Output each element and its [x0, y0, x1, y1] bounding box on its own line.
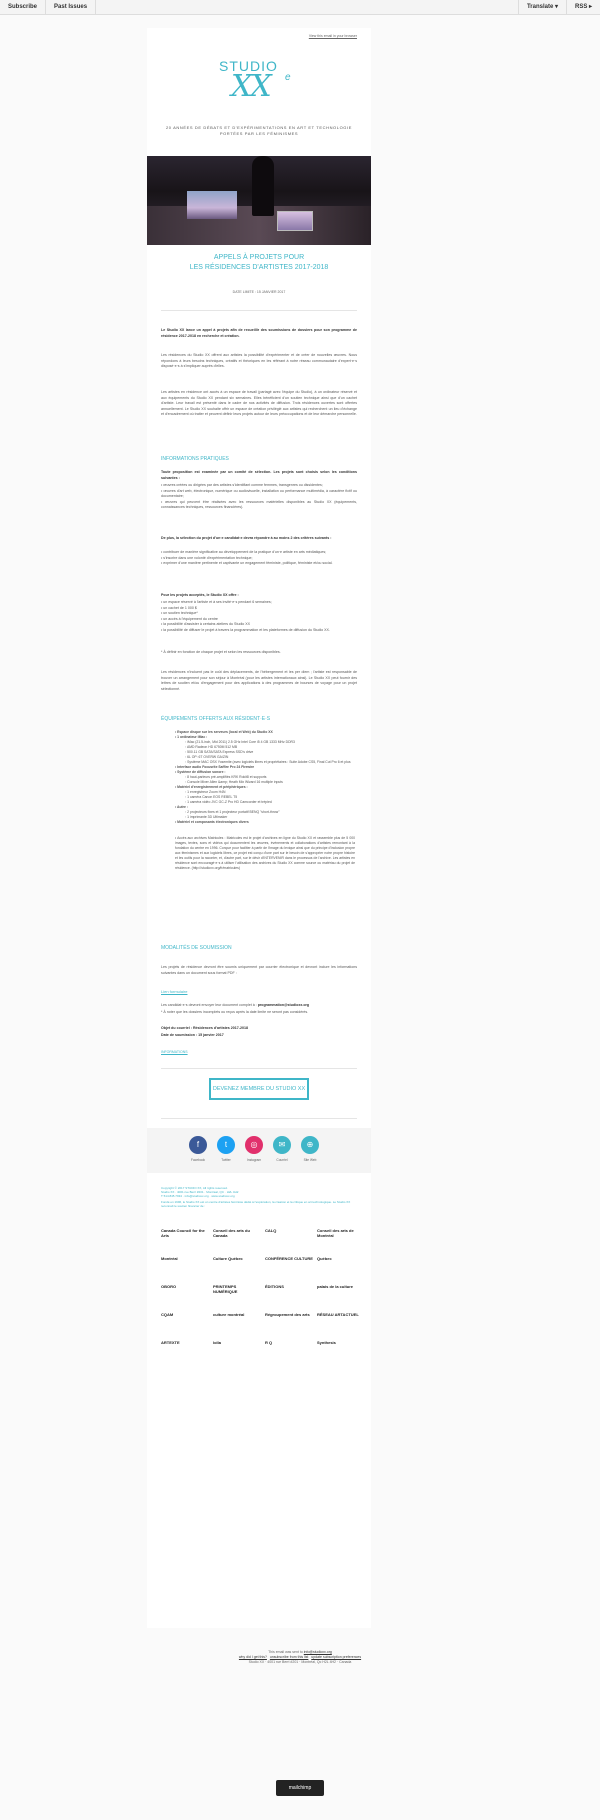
studio-xx-logo — [219, 58, 299, 114]
subscribe-link[interactable]: Subscribe — [0, 0, 46, 15]
become-member-button[interactable]: DEVENEZ MEMBRE DU STUDIO XX — [209, 1078, 309, 1100]
equipment-item: ◦ Console Mixer Allen &amp; Heath Mix Wizard 16 multiple inputs — [185, 780, 283, 784]
submission-text: Les projets de résidence devront être soumis uniquement par courrier électronique et devront inclure les informations suivantes dans un document sous format PDF : — [161, 965, 357, 975]
paragraph-2: Les artistes en résidence ont accès à un espace de travail (partagé avec l'équipe du Studio), à un ordinateur réservé et aux équipements du Studio XX pendant six semaines. Elles bénéficient d'un soutien technique ainsi que d'un cachet d'artiste. Leur travail est présenté dans le cadre de nos activités de diffusion. Trois résidences ouvertes sont offertes annuellement. Le Studio XX souhaite offrir un espace de création privilégié aux artistes qui recherchent un lieu d'échange et d'encadrement où traiter et peuvent définir leurs projets autour de leurs préoccupations et de leur démarche personnelle. — [161, 390, 357, 416]
list-item: • un soutien technique* — [161, 611, 198, 615]
social-label: Instagram — [246, 1158, 262, 1162]
form-link[interactable]: Lien formulaire — [161, 989, 188, 994]
paragraph-3: Les résidences n'incluent pas le coût des déplacements, de l'hébergement et les per diem ; l'artiste est responsable de trouver un arrangement pour son séjour à Montréal (pour les artistes internationaux ainsi). Le Studio XX peut fournir des lettres de soutien et/ou d'engagement pour des applications à des programmes de bourses de voyage pour un projet sélectionné. — [161, 670, 357, 691]
founded-text: Fondé en 1996, le Studio XX est un centre d'artistes féministe dédié à l'exploration, la création et la critique en art technologique. Le Studio XX reconnaît le soutien financier de : — [161, 1200, 351, 1208]
info-list — [161, 483, 357, 511]
divider — [161, 1068, 357, 1069]
view-in-browser-link[interactable]: View this email in your browser — [308, 34, 357, 38]
archives-text: • Accès aux archives Matricules : Matricules est le projet d'archives en ligne du Studio XX et rassemble plus de 5 000 images, textes, sons et vidéos qui documentent les œuvres, événements et collaborations d'artistes remontant à la fondation du centre en 1996. Conçue pour faciliter à partir de l'image du lexique ainsi que du principe d'inclusion propre aux féminismes et aux logiciels libres, ce projet est conçu d'une part sur le besoin de s'approprier notre propre histoire et les outils pour la raconter, et, d'autre part, sur le désir d'INTERVENIR dans le processus de l'archive. Les artistes en résidence sont encouragé·e·s à utiliser l'utilisation des archives du Studio XX comme source ou matériau du projet de résidence. (http://studioxx.org/fr/matricules) — [175, 836, 355, 870]
website-icon[interactable]: ⊕ — [301, 1136, 319, 1154]
social-label: Facebook — [191, 1158, 205, 1162]
partner-logo: OBORO — [161, 1284, 177, 1289]
instagram-icon[interactable]: ◎ — [245, 1136, 263, 1154]
section-soumission: MODALITÉS DE SOUMISSION — [161, 945, 232, 951]
equipment-item: ◦ Système MAC OSX Yosemite (avec logiciels libres et propriétaires : Suite Adobe CS5, Final Cut Pro 6 et plus — [185, 760, 351, 764]
divider — [161, 310, 357, 311]
list-item: • un cachet de 1 000 $ — [161, 605, 197, 610]
partner-logo: Conseil des arts du Canada — [213, 1228, 250, 1238]
equipment-item: ◦ 500.11 GB SATA/SATA Express SSD's drive — [185, 750, 254, 754]
offer-head: Pour les projets acceptés, le Studio XX offre : — [161, 593, 239, 597]
footer-info — [161, 1186, 357, 1208]
partner-logo: CONFÉRENCE CULTURE — [265, 1256, 313, 1261]
postal-address: Studio XX · 4001 rue Berri #201 · Montréal, Qc H2L 4H2 · Canada — [248, 1660, 352, 1664]
intro-text: Le Studio XX lance un appel à projets afin de recueillir des soumissions de dossiers pour son programme de résidence 2017-2018 en recherche et création. — [161, 328, 357, 338]
divider — [161, 1118, 357, 1119]
equipment-item: ◦ 1 caméra vidéo JVC GC-Z Pro HD Camcorder et trépied — [185, 800, 272, 804]
list-item: • s'inscrire dans une volonté d'expérimentation technique; — [161, 555, 253, 560]
partner-logo: culture montréal — [213, 1312, 245, 1317]
screen-image — [187, 191, 237, 219]
partner-logo: ÉDITIONS — [265, 1284, 284, 1289]
footnote: * À définir en fonction de chaque projet et selon les ressources disponibles. — [161, 650, 281, 654]
partner-logo: Culture Québec — [213, 1256, 243, 1261]
submission-contact-text: Les candidat·e·s devront envoyer leur document complet à : — [161, 1003, 258, 1007]
title-line-1: APPELS À PROJETS POUR — [213, 254, 305, 261]
criteria-head: De plus, la sélection du projet d'un·e candidat·e devra répondre à au moins 2 des critères suivants : — [161, 536, 332, 540]
equipment-item: ◦ 2 projecteurs fixes et 1 projecteur portatif BENQ "short-throw" — [185, 810, 280, 814]
title-line-2: LES RÉSIDENCES D'ARTISTES 2017-2018 — [189, 264, 329, 271]
list-item: • un espace réservé à l'artiste et à ses invité·e·s pendant 6 semaines; — [161, 600, 272, 604]
partner-logo: Synthesis — [317, 1340, 336, 1345]
equipment-item: ◦ 6L OP: 6T OVERW GA/ZIN — [185, 755, 229, 759]
criteria-list — [161, 550, 357, 567]
list-item: • œuvres créées ou dirigées par des artistes s'identifiant comme femmes, transgenres ou dissidentes; — [161, 483, 323, 487]
list-item: • la possibilité d'assister à certains ateliers du Studio XX — [161, 622, 251, 626]
list-item: • un accès à l'équipement du centre — [161, 616, 218, 621]
tagline: 20 ANNÉES DE DÉBATS ET D'EXPÉRIMENTATIONS EN ART ET TECHNOLOGIE PORTÉES PAR LES FÉMINISMES — [165, 125, 352, 136]
partner-logo: Québec — [317, 1256, 332, 1261]
partner-logo: RÉSEAU ARTACTUEL — [317, 1312, 359, 1317]
mailchimp-label: mailchimp — [288, 1785, 312, 1791]
hero-image — [147, 156, 371, 245]
laptop-image — [277, 211, 313, 231]
informations-link[interactable]: INFORMATIONS — [161, 1050, 188, 1054]
submission-contact — [161, 1003, 357, 1009]
submission-email[interactable]: programmation@studioxx.org — [257, 1003, 310, 1007]
equipment-item: • Matériel d'enregistrement et périphériques : — [175, 785, 248, 789]
email-body — [147, 28, 371, 1628]
social-label: Twitter — [221, 1158, 231, 1162]
performer-silhouette — [252, 156, 274, 216]
paragraph-1: Les résidences du Studio XX offrent aux artistes la possibilité d'expérimenter et de créer de nouvelles œuvres. Nous répondons à leurs besoins techniques, créatifs et théoriques en les référant à notre réseau communautaire d'expert·e·s disposé·e·s à s'impliquer auprès d'elles. — [161, 353, 357, 368]
equipment-item: ◦ 8 haut-parleurs pré-amplifiés KRK Rokit8 et supports — [185, 775, 267, 779]
social-label: Site Web — [303, 1158, 317, 1162]
section-equipements: ÉQUIPEMENTS OFFERTS AUX RÉSIDENT·E·S — [161, 716, 271, 722]
social-label: Courriel — [276, 1158, 288, 1162]
offer-list — [161, 600, 357, 633]
equipment-item: ◦ 1 imprimante 3D Ultimaker — [185, 815, 228, 819]
equipment-list — [175, 730, 355, 825]
rss-link[interactable]: RSS ▸ — [566, 0, 600, 15]
translate-dropdown[interactable]: Translate ▾ — [518, 0, 566, 15]
logo-e-text: e — [285, 72, 291, 83]
logo-xx-text: XX — [231, 69, 270, 104]
list-item: • œuvres d'art web, électronique, numérique ou audiovisuelle, installation ou performance multimédia, à caractère fictif ou documentaire; — [161, 488, 357, 498]
equipment-item: ◦ 1 enregistreur Zoom H4N — [185, 790, 226, 794]
list-item: • œuvres qui peuvent être réalisées avec les ressources matérielles disponibles au Studio XX (équipements, connaissances techniques, ressources financières). — [161, 499, 357, 509]
copyright-text: Copyright © 2017 STUDIO XX, All rights reserved. — [161, 1186, 228, 1190]
info-head: Toute proposition est examinée par un comité de sélection. Les projets sont choisis selon les conditions suivantes : — [161, 470, 357, 480]
partner-logo: palais de la culture — [317, 1284, 354, 1289]
partner-logo: Canada Council for the Arts — [161, 1228, 205, 1238]
equipment-item: ◦ AMD Radeon HD 6750M 512 MB — [185, 745, 238, 749]
partner-logo: ARTEXTE — [161, 1340, 180, 1345]
equipment-item: • Matériel et composants électroniques divers — [175, 820, 249, 824]
partner-logo: CALQ — [265, 1228, 277, 1233]
partner-logo: Conseil des arts de Montréal — [317, 1228, 354, 1238]
equipment-item: • Espace disque sur les serveurs (local et Web) du Studio XX — [175, 730, 273, 734]
equipment-item: ◦ iMac (21.5-inch, Mid 2011) 2.5 GHz Intel Core i5 4 GB 1333 MHz DDR3 — [185, 740, 295, 744]
partner-logo: PRINTEMPS NUMÉRIQUE — [213, 1284, 238, 1294]
partner-logo: R Q — [265, 1340, 273, 1345]
deadline-text: DATE LIMITE : 15 JANVIER 2017 — [232, 290, 286, 294]
mailchimp-badge[interactable] — [276, 1780, 324, 1796]
partner-logo: Régroupement des arts — [265, 1312, 310, 1317]
footer — [147, 1178, 371, 1421]
page-title — [147, 253, 371, 273]
section-informations: INFORMATIONS PRATIQUES — [161, 456, 229, 462]
past-issues-link[interactable]: Past Issues — [46, 0, 96, 15]
submission-date: Date de soumission : 15 janvier 2017 — [161, 1033, 224, 1037]
logo-studio-text: STUDIO — [219, 58, 278, 74]
equipment-item: • 1 ordinateur iMac : — [175, 735, 208, 739]
facebook-icon[interactable]: f — [189, 1136, 207, 1154]
equipment-item: ◦ 1 caméra Canon EOS REBEL T5 — [185, 795, 238, 799]
top-bar — [0, 0, 600, 15]
twitter-icon[interactable]: t — [217, 1136, 235, 1154]
contact-text: T 514.845.7934 · info@studioxx.org · www.studioxx.org — [161, 1194, 235, 1198]
email-footer — [0, 1650, 600, 1665]
partner-logo: lolla — [213, 1340, 222, 1345]
list-item: • la possibilité de diffuser le projet à travers la programmation et les plateformes de diffusion du Studio XX. — [161, 627, 330, 632]
unsubscribe-link[interactable]: unsubscribe from this list — [269, 1655, 309, 1659]
sent-to-text: This email was sent to — [268, 1650, 304, 1654]
list-item: • exprimer d'une manière pertinente et captivante un engagement féministe, politique, féministe et/ou social. — [161, 561, 333, 565]
recipient-email[interactable]: info@studioxx.org — [303, 1650, 332, 1654]
email-subject: Objet du courriel : Résidences d'artistes 2017-2018 — [161, 1026, 248, 1030]
email-icon[interactable]: ✉ — [273, 1136, 291, 1154]
partner-logo: CQAM — [161, 1312, 174, 1317]
why-link[interactable]: why did I get this? — [238, 1655, 267, 1659]
equipment-item: • Interface audio Focusrite Saffire Pro 24 Firewire — [175, 765, 255, 769]
equipment-item: • Système de diffusion sonore : — [175, 770, 226, 774]
partner-logo: Montréal — [161, 1256, 178, 1261]
address-text: Studio XX · 4001 rue Berri #201 · Montréal, QC · H2L 4H2 — [161, 1190, 239, 1194]
submission-note: * À noter que les dossiers incomplets ou reçus après la date limite ne seront pas considérés. — [161, 1010, 309, 1014]
equipment-item: • Autre : — [175, 805, 188, 809]
update-preferences-link[interactable]: update subscription preferences — [311, 1655, 362, 1659]
list-item: • contribuer de manière significative au développement de la pratique d'un·e artiste en arts médiatiques; — [161, 550, 327, 554]
